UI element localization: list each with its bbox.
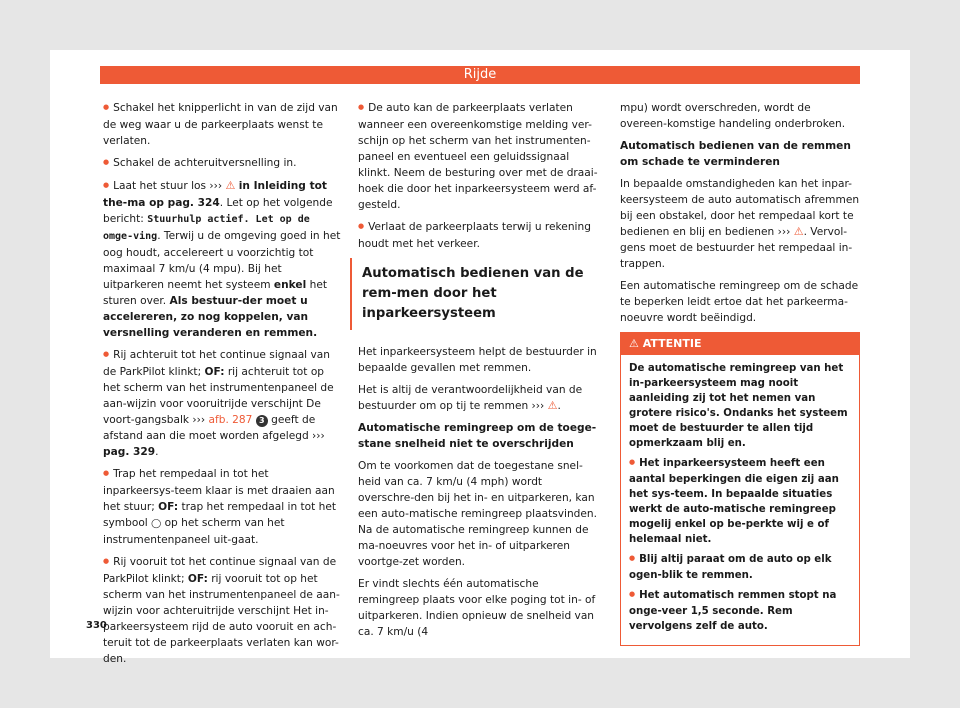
paragraph: mpu) wordt overschreden, wordt de overeen-komstige handeling onderbroken.: [620, 102, 846, 130]
column-2: [358, 100, 598, 646]
step-3: ● Laat het stuur los ››› ⚠ in Inleiding tot the-ma op pag. 324. Let op het volgende bericht: Stuurhulp actief. Let op de omge-ving. Terwij u de omgeving goed in het oog houdt, accelereert u voorzichtig tot maximaal 7 km/u (4 mpu). Bij het uitparkeren neemt het systeem enkel het sturen over. Als bestuur-der moet u accelereren, zo nog koppelen, van versnelling veranderen en remmen.: [103, 178, 343, 341]
column-3: [620, 100, 860, 646]
step-1: ● Schakel het knipperlicht in van de zijd van de weg waar u de parkeerplaats wenst te verlaten.: [103, 100, 343, 149]
warning-triangle-icon: ⚠: [629, 337, 639, 350]
page-link[interactable]: pag. 329: [103, 446, 156, 458]
step-6: ● Rij vooruit tot het continue signaal van de ParkPilot klinkt; OF: rij vooruit tot op het scherm van het instrumentenpaneel de aan-wijzin voor achteruitrijde verschijnt Het in-parkeersysteem rijd de auto vooruit en ach-teruit tot de parkeerplaats verlaten kan wor-den.: [103, 554, 343, 667]
page-number: 330: [86, 620, 107, 631]
column-1: [103, 100, 343, 673]
attention-header: ⚠ ATTENTIE: [621, 333, 859, 355]
attention-body: [621, 355, 859, 645]
subheading: Automatische remingreep om de toege-stane snelheid niet te overschrijden: [358, 422, 597, 450]
attention-box: [620, 332, 860, 646]
display-message: Stuurhulp actief. Let op de omge-ving: [103, 214, 310, 242]
paragraph: Het is altij de verantwoordelijkheid van de bestuurder om op tij te remmen ››› ⚠.: [358, 384, 583, 412]
paragraph: Het inparkeersysteem helpt de bestuurder in bepaalde gevallen met remmen.: [358, 346, 597, 374]
attention-bullet: ● Blij altij paraat om de auto op elk ogen-blik te remmen.: [629, 552, 851, 583]
warning-triangle-icon: ⚠: [793, 225, 804, 238]
cross-reference-link[interactable]: in Inleiding tot the-ma op pag. 324: [103, 180, 327, 209]
step-5: ● Trap het rempedaal in tot het inparkeersys-teem klaar is met draaien aan het stuur; OF: trap het rempedaal in tot het symbool ◯ op het scherm van het instrumentenpaneel uit-gaat.: [103, 466, 343, 548]
warning-triangle-icon: ⚠: [547, 399, 558, 412]
step-2: ● Schakel de achteruitversnelling in.: [103, 155, 343, 172]
paragraph: Er vindt slechts één automatische remingreep plaats voor elke poging tot in- of uitparkeren. Indien opnieuw de snelheid van ca. 7 km/u (4: [358, 578, 596, 638]
attention-text: De automatische remingreep van het in-parkeersysteem mag nooit aanleiding zij tot het nemen van grotere risico's. Ondanks het systeem moet de bestuurder te allen tijd opmerkzaam blij en.: [629, 363, 848, 449]
callout-number: 3: [256, 415, 268, 427]
paragraph: Een automatische remingreep om de schade te beperken leidt ertoe dat het parkeerma-noeuvre wordt beëindigd.: [620, 280, 859, 324]
step-4: ● Rij achteruit tot het continue signaal van de ParkPilot klinkt; OF: rij achteruit tot op het scherm van het instrumentenpaneel de aan-wijzin voor vooruitrijde verschijnt De voort-gangsbalk ››› afb. 287 3 geeft de afstand aan die moet worden afgelegd ››› pag. 329.: [103, 347, 343, 460]
section-heading: Automatisch bedienen van de rem-men door het inparkeersysteem: [350, 258, 598, 330]
paragraph: Om te voorkomen dat de toegestane snel-heid van ca. 7 km/u (4 mph) wordt overschre-den bij het in- en uitparkeren, kan een auto-matische remingreep plaatsvinden. Na de automatische remingreep kunnen de ma-noeuvres voor het in- of uitparkeren voortge-zet worden.: [358, 460, 597, 568]
step-7: ● De auto kan de parkeerplaats verlaten wanneer een overeenkomstige melding ver-schijn op het scherm van het instrumenten-paneel en eventueel een geluidssignaal klinkt. Neem de besturing over met de draai-hoek die door het inparkeersysteem werd af-gesteld.: [358, 100, 598, 213]
parking-symbol-icon: ◯: [151, 519, 162, 529]
page-header: Rijde: [100, 66, 860, 84]
attention-bullet: ● Het inparkeersysteem heeft een aantal beperkingen die eigen zij aan het sys-teem. In bepaalde situaties werkt de auto-matische remingreep mogelij enkel op be-perkte wij e of helemaal niet.: [629, 456, 851, 547]
warning-triangle-icon: ⚠: [225, 179, 236, 192]
attention-bullet: ● Het automatisch remmen stopt na onge-veer 1,5 seconde. Rem vervolgens zelf de auto.: [629, 588, 851, 634]
step-8: ● Verlaat de parkeerplaats terwij u rekening houdt met het verkeer.: [358, 219, 598, 252]
figure-link[interactable]: afb. 287: [208, 414, 253, 426]
paragraph: In bepaalde omstandigheden kan het inpar-keersysteem de auto automatisch afremmen bij een obstakel, door het rempedaal kort te bedienen en blij en bedienen ››› ⚠. Vervol-gens moet de bestuurder het rempedaal in-trappen.: [620, 178, 860, 270]
subheading: Automatisch bedienen van de remmen om schade te verminderen: [620, 140, 851, 168]
